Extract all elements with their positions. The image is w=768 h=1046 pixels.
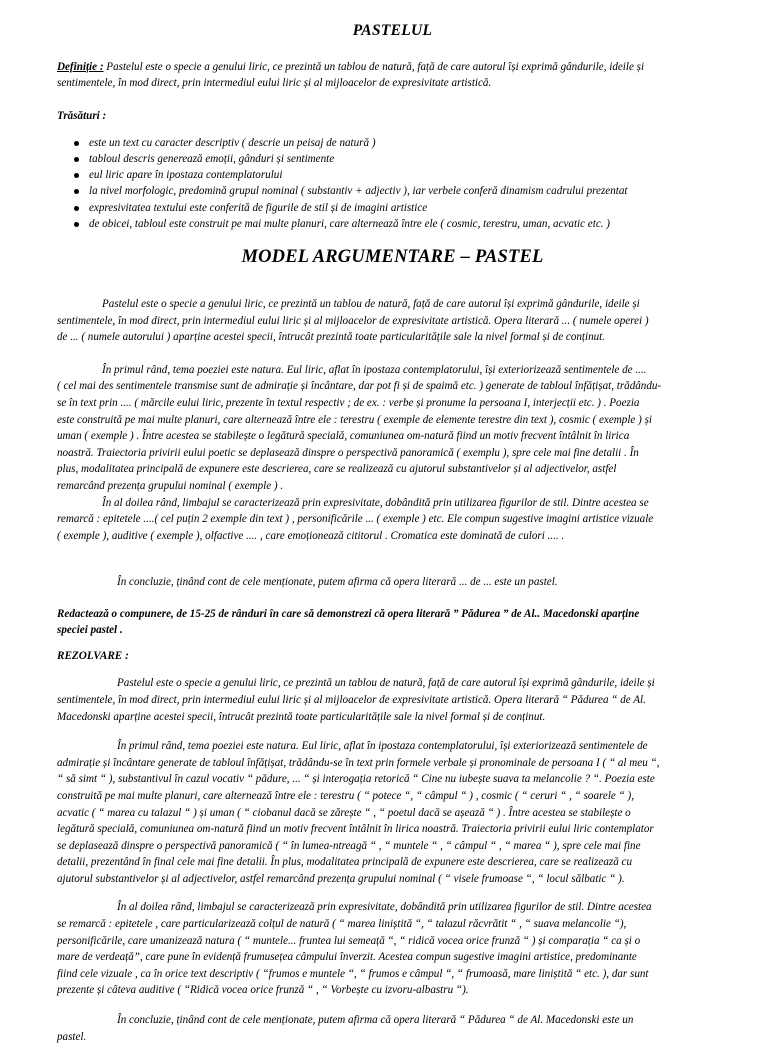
section-heading: MODEL ARGUMENTARE – PASTEL xyxy=(241,247,544,268)
list-item: tabloul descris generează emoții, gânduri și sentimente xyxy=(73,151,716,167)
paragraph: În concluzie, ținând cont de cele menționate, putem afirma că opera literară “ Pădurea “ de Al. Macedonski este un pastel. xyxy=(57,1014,634,1043)
list-item: expresivitatea textului este conferită de figurile de stil și de imagini artistice xyxy=(73,200,716,216)
solution-label: REZOLVARE : xyxy=(57,650,129,663)
task-statement: Redactează o compunere, de 15-25 de rânduri în care să demonstrezi că opera literară ” Pădurea ” de Al.. Macedonski aparține speciei pastel . xyxy=(57,607,640,637)
paragraph: Pastelul este o specie a genului liric, ce prezintă un tablou de natură, față de care autorul își exprimă gândurile, ideile și sentimentele, în mod direct, prin intermediul eului liric și al mijloacelor de expresivitate artistică. Opera literară “ Pădurea “ de Al. Macedonski aparține acestei specii, întrucât prezintă toate particularitățile sale la nivel formal și de conținut. xyxy=(57,677,655,723)
paragraph: În concluzie, ținând cont de cele menționate, putem afirma că opera literară ... de ... este un pastel. xyxy=(117,576,558,589)
bullet-icon xyxy=(74,222,79,227)
list-item: este un text cu caracter descriptiv ( descrie un peisaj de natură ) xyxy=(73,135,716,151)
definition-label: Definiție : xyxy=(57,61,104,73)
list-item: de obicei, tabloul este construit pe mai multe planuri, care alternează între ele ( cosmic, terestru, uman, acvatic etc. ) xyxy=(73,216,716,232)
definition-text-line: sentimentele, în mod direct, prin intermediul eului liric și al mijloacelor de expresivitate artistică. xyxy=(57,77,492,90)
bullet-icon xyxy=(74,173,79,178)
paragraph: Pastelul este o specie a genului liric, ce prezintă un tablou de natură, față de care autorul își exprimă gândurile, ideile și sentimentele, în mod direct, prin intermediul eului liric și al mijloacelor de expresivitate artistică. Opera literară ... ( numele operei ) de ... ( numele autorului ) aparține acestei specii, întrucât prezintă toate particularitățile sale la nivel formal și de conținut. xyxy=(57,298,649,344)
bullet-icon xyxy=(74,206,79,211)
bullet-icon xyxy=(74,189,79,194)
paragraph: În primul rând, tema poeziei este natura. Eul liric, aflat în ipostaza contemplatorului, își exteriorizează sentimentele de admirație și încântare generate de tabloul înfățișat, trădându-se în text prin formele verbale și pronominale de persoana I ( “ al meu “, “ să simt “ ), substantivul în cazul vocativ “ pădure, ... “ și interogația retorică “ Cine nu iubește suava ta melancolie ? “. Poezia este construită pe mai multe planuri, care alternează între ele : terestru ( “ potece “, “ câmpul “ ) , cosmic ( “ ceruri “ , “ soarele “ ), acvatic ( “ marea cu talazul “ ) și uman ( “ ciobanul dacă se zărește “ , “ poetul dacă se așează “ ) . Între acestea se stabilește o legătură specială, comuniunea om-natură fiind un motiv frecvent întâlnit în lirica noastră. Traiectoria privirii eului liric contemplator se deplasează dinspre o perspectivă panoramică ( “ în lumea-ntreagă “ , “ muntele “ , “ câmpul “ , “ marea “ ), spre cele mai fine detalii, prezentând în final cele mai fine detalii. În plus, modalitatea principală de expunere este descrierea, care se realizează cu ajutorul substantivelor și al adjectivelor, astfel remarcând prezența grupului nominal ( “ visele frumoase “, “ locul sălbatic “ ). xyxy=(57,740,660,885)
features-list xyxy=(57,135,716,232)
definition-block xyxy=(57,59,716,92)
features-label: Trăsături : xyxy=(57,109,107,122)
bullet-icon xyxy=(74,157,79,162)
paragraph: În al doilea rând, limbajul se caracterizează prin expresivitate, dobândită prin utilizarea figurilor de stil. Dintre acestea se remarcă : epitetele ....( cel puțin 2 exemple din text ) , personificările ... ( exemple ) etc. Ele compun sugestive imagini artistice vizuale ( exemple ), auditive ( exemple ), olfactive .... , care emoționează cititorul . Cromatica este dominată de culori .... . xyxy=(57,496,654,542)
paragraph: În primul rând, tema poeziei este natura. Eul liric, aflat în ipostaza contemplatorului, își exteriorizează sentimentele de .... ( cel mai des sentimentele transmise sunt de admirație și încântare, dar pot fi și de spaimă etc. ) generate de tabloul înfățișat, trădându- se în text prin .... ( mărcile eului liric, prezente în textul respectiv ; de ex. : verbe și pronume la persoana I, interjecții etc. ) . Poezia este construită pe mai multe planuri, care alternează între ele : terestru ( exemple de elemente terestre din text ), cosmic ( exemple ) și uman ( exemple ) . Între acestea se stabilește o legătură specială, comuniunea om-natură fiind un motiv frecvent întâlnit în lirica noastră. Traiectoria privirii eului poetic se deplasează dinspre o perspectivă panoramică ( exemplu ), spre cele mai fine detalii . În plus, modalitatea principală de expunere este descrierea, care se realizează cu ajutorul substantivelor și al adjectivelor, astfel remarcând prezența grupului nominal ( exemple ) . xyxy=(57,363,662,492)
definition-text-line: Pastelul este o specie a genului liric, ce prezintă un tablou de natură, față de care autorul își exprimă gândurile, ideile și xyxy=(103,61,645,73)
page-title: PASTELUL xyxy=(352,22,433,39)
bullet-icon xyxy=(74,141,79,146)
document-page xyxy=(0,22,768,1046)
paragraph: În al doilea rând, limbajul se caracterizează prin expresivitate, dobândită prin utilizarea figurilor de stil. Dintre acestea se remarcă : epitetele , care particularizează colțul de natură ( “ marea liniștită “, “ talazul răcvrătit “ , “ suava melancolie “), personificările, care umanizează natura ( “ muntele... fruntea lui semeață “, “ ridică vocea orice frunză “ ) și comparația “ ca și o mare de verdeață”, care pune în evidență frumusețea câmpului înverzit. Acestea compun sugestive imagini artistice, predominante fiind cele vizuale , ca în orice text descriptiv ( “frumos e muntele “, “ frumos e câmpul “, “ frumoasă, mare liniștită “ etc. ), dar sunt prezente și câteva auditive ( “Ridică vocea orice frunză “ , “ Vorbește cu izvoru-albastru “). xyxy=(57,901,652,997)
list-item: la nivel morfologic, predomină grupul nominal ( substantiv + adjectiv ), iar verbele conferă dinamism cadrului prezentat xyxy=(73,183,716,199)
list-item: eul liric apare în ipostaza contemplatorului xyxy=(73,167,716,183)
